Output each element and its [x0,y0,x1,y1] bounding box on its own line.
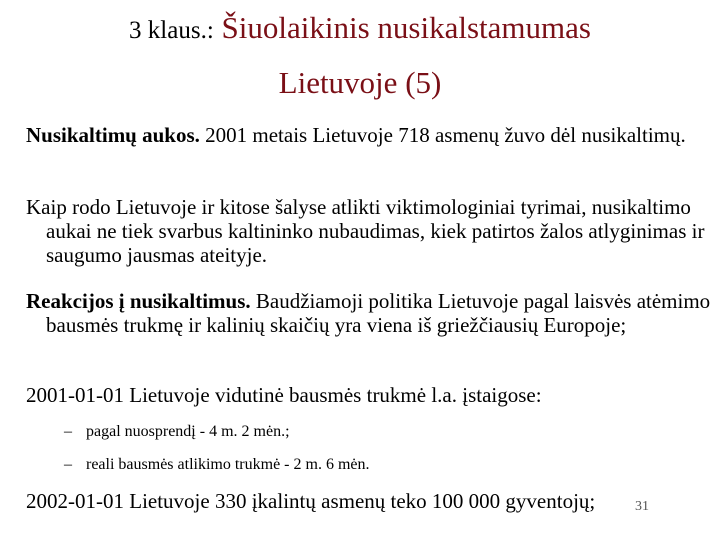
title-country: Lietuvoje [278,65,398,100]
dash-bullet: – [64,456,72,473]
average-sentence-text: 2001-01-01 Lietuvoje vidutinė bausmės trukmė l.a. įstaigose: [26,383,542,407]
sub-item-by-verdict [64,422,684,442]
reactions-heading: Reakcijos į nusikaltimus. [26,289,251,313]
paragraph-incarceration-rate [26,489,706,513]
paragraph-reactions [26,289,716,337]
paragraph-victims [26,123,716,147]
victimology-text: Kaip rodo Lietuvoje ir kitose šalyse atlikti viktimologiniai tyrimai, nusikaltimo aukai ne tiek svarbus kaltininko nubaudimas, kiek patirtos žalos atlyginimas ir saugumo jausmas ateityje. [26,195,705,267]
sub-item-text: pagal nuosprendį - 4 m. 2 mėn.; [86,423,290,440]
title-part-number: (5) [405,65,442,100]
reactions-text: Baudžiamoji politika Lietuvoje pagal laisvės atėmimo bausmės trukmę ir kalinių skaičių yra viena iš griežčiausių Europoje; [46,289,711,337]
slide-number: 31 [635,499,649,514]
paragraph-victimology [26,195,716,267]
victims-heading: Nusikaltimų aukos. [26,123,200,147]
sub-item-text: reali bausmės atlikimo trukmė - 2 m. 6 mėn. [86,456,370,473]
slide-title-line-2 [0,63,720,103]
question-prefix: 3 klaus.: [129,17,214,44]
paragraph-average-sentence [26,383,716,407]
dash-bullet: – [64,423,72,440]
victims-text: 2001 metais Lietuvoje 718 asmenų žuvo dėl nusikaltimų. [205,123,686,147]
sub-item-actual-term [64,455,684,475]
title-main: Šiuolaikinis nusikalstamumas [221,10,591,45]
slide-title-line-1 [0,8,720,51]
incarceration-rate-text: 2002-01-01 Lietuvoje 330 įkalintų asmenų teko 100 000 gyventojų; [26,489,596,513]
